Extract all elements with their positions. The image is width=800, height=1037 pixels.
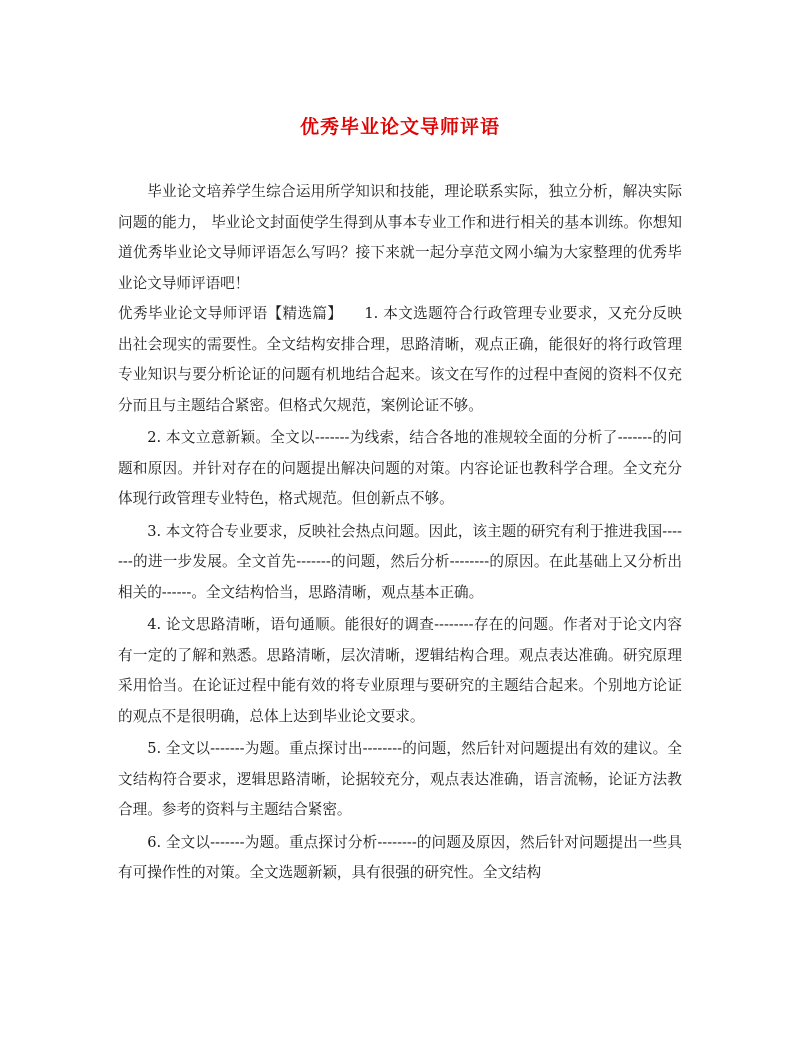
comment-paragraph-2: 2. 本文立意新颖。全文以-------为线索，结合各地的准规较全面的分析了-------的问题和原因。并针对存在的问题提出解决问题的对策。内容论证也教科学合理。全文充分体现行政管理专业特色，格式规范。但创新点不够。 (118, 429, 682, 507)
document-title: 优秀毕业论文导师评语 (299, 116, 500, 138)
section-heading: 优秀毕业论文导师评语【精选篇】 (118, 305, 343, 322)
intro-paragraph: 毕业论文培养学生综合运用所学知识和技能，理论联系实际，独立分析，解决实际问题的能力， 毕业论文封面使学生得到从事本专业工作和进行相关的基本训练。你想知道优秀毕业论文导师评语怎么写吗？接下来就一起分享范文网小编为大家整理的优秀毕业论文导师评语吧！ (118, 183, 682, 292)
comment-paragraph-4: 4. 论文思路清晰，语句通顺。能很好的调查--------存在的问题。作者对于论文内容有一定的了解和熟悉。思路清晰，层次清晰，逻辑结构合理。观点表达准确。研究原理采用恰当。在论证过程中能有效的将专业原理与要研究的主题结合起来。个别地方论证的观点不是很明确，总体上达到毕业论文要求。 (118, 616, 682, 725)
comment-paragraph-1: 1. 本文选题符合行政管理专业要求，又充分反映出社会现实的需要性。全文结构安排合理，思路清晰，观点正确，能很好的将行政管理专业知识与要分析论证的问题有机地结合起来。该文在写作的过程中查阅的资料不仅充分而且与主题结合紧密。但格式欠规范，案例论证不够。 (118, 305, 682, 414)
comment-paragraph-3: 3. 本文符合专业要求，反映社会热点问题。因此，该主题的研究有利于推进我国-------的进一步发展。全文首先-------的问题，然后分析--------的原因。在此基础上又分析出相关的------。全文结构恰当，思路清晰，观点基本正确。 (118, 522, 682, 601)
comment-paragraph-6: 6. 全文以-------为题。重点探讨分析--------的问题及原因，然后针对问题提出一些具有可操作性的对策。全文选题新颖，具有很强的研究性。全文结构 (118, 833, 682, 881)
document-body (118, 177, 682, 889)
featured-section-paragraph (118, 299, 682, 421)
comment-paragraph-5: 5. 全文以-------为题。重点探讨出--------的问题，然后针对问题提出有效的建议。全文结构符合要求，逻辑思路清晰，论据较充分，观点表达准确，语言流畅，论证方法教合理。参考的资料与主题结合紧密。 (118, 740, 682, 818)
